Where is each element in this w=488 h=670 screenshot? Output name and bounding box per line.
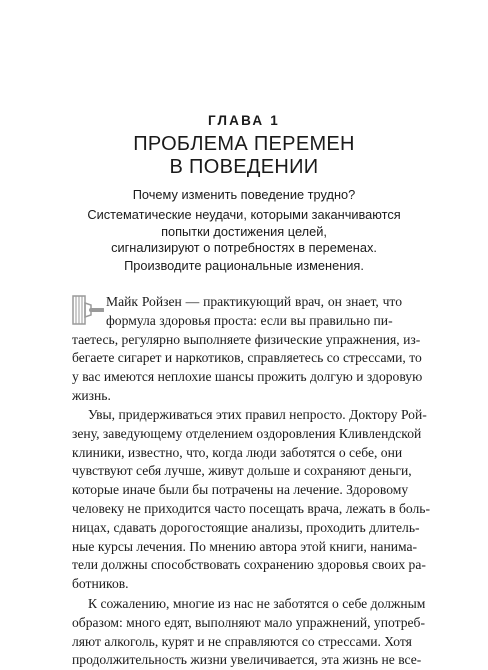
chapter-label: ГЛАВА 1 [207,113,281,128]
chapter-title-line-2: В ПОВЕДЕНИИ [169,156,319,178]
summary-statement-line-2: попытки достижения целей, [161,223,327,239]
summary-statement-line-3: сигнализируют о потребностях в переменах. [111,240,377,255]
paragraph-line: К сожалению, многие из нас не заботятся о себе должным [88,596,426,611]
summary-statement-line-1: Систематические неудачи, которыми заканчиваются [87,207,401,222]
summary-statement [0,207,488,257]
paragraph-line: ные курсы лечения. По мнению автора этой книги, нанима- [72,538,418,554]
paragraph-2 [72,406,431,594]
summary-advice: Производите рациональные изменения. [124,258,364,273]
paragraph-line: Майк Ройзен — практикующий врач, он знает, что [106,294,402,309]
summary-question: Почему изменить поведение трудно? [132,187,356,202]
paragraph-line: формула здоровья проста: если вы правильно пи- [106,312,393,328]
paragraph-line: ляют алкоголь, курят и не справляются со стрессами. Хотя [72,633,412,649]
chapter-title-line-1: ПРОБЛЕМА ПЕРЕМЕН [133,133,355,155]
paragraph-line: тели должны способствовать сохранению здоровья своих ра- [72,557,426,573]
chapter-title [0,133,488,179]
paragraph-line: зену, заведующему отделением оздоровления Кливлендской [72,425,422,441]
paragraph-line: у вас имеются неплохие шансы прожить долгую и здоровую [72,369,423,385]
paragraph-line: Увы, придерживаться этих правил непросто. Доктору Рой- [88,407,427,422]
paragraph-line: таетесь, регулярно выполняете физические упражнения, из- [72,331,421,347]
paragraph-line: бегаете сигарет и наркотиков, справляетесь со стрессами, то [72,350,422,366]
paragraph-1 [72,293,423,406]
paragraph-line: человеку не приходится часто посещать врача, лежать в боль- [72,500,431,516]
paragraph-line: которые иначе были бы потрачены на лечение. Здоровому [72,482,409,498]
paragraph-line: жизнь. [72,387,111,403]
paragraph-line: ботников. [72,576,129,592]
paragraph-line: ницах, сдавать дорогостоящие анализы, проходить длитель- [72,519,420,535]
paragraph-line: чувствуют себя лучше, живут дольше и сохраняют деньги, [72,463,412,479]
paragraph-line: продолжительность жизни увеличивается, эта жизнь не все- [72,652,422,668]
paragraph-line: образом: много едят, выполняют мало упражнений, употреб- [72,614,425,630]
paragraph-3 [72,595,426,670]
paragraph-line: клиники, известно, что, когда люди заботятся о себе, они [72,444,403,460]
